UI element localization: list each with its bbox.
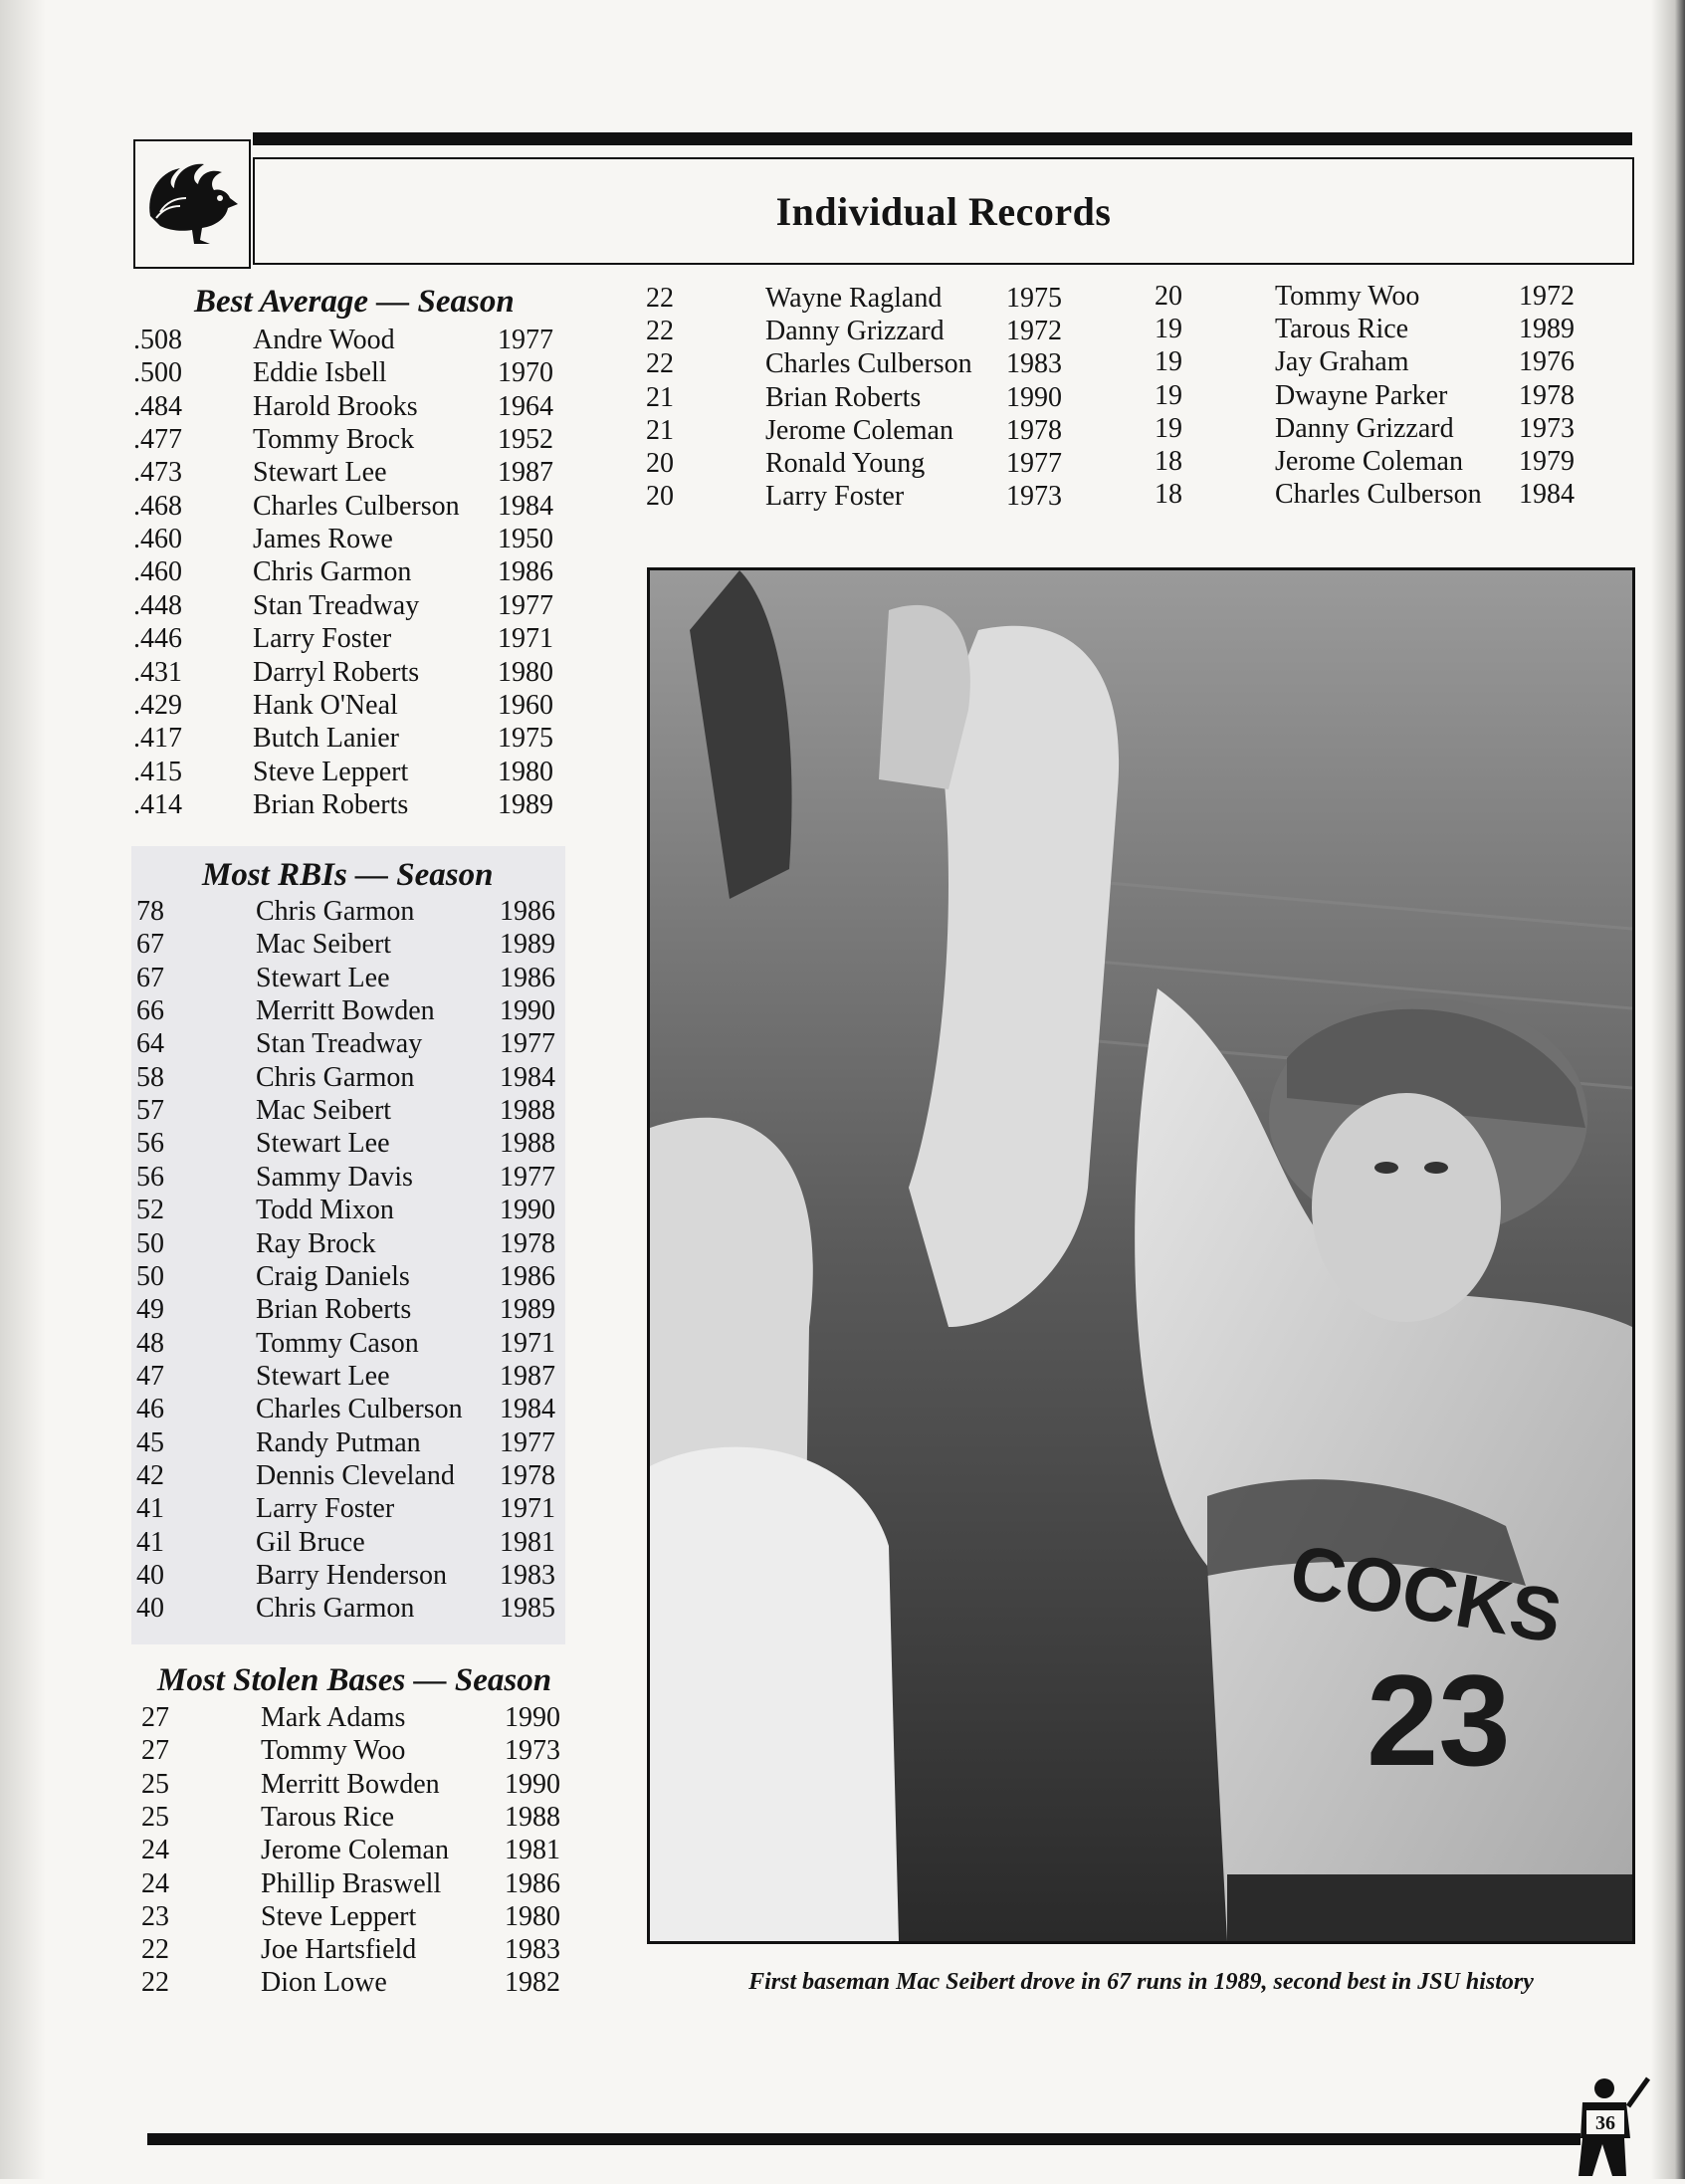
record-name: Darryl Roberts: [253, 656, 420, 688]
record-year: 1950: [498, 524, 553, 555]
record-name: Merritt Bowden: [261, 1768, 440, 1800]
record-value: .460: [133, 556, 182, 588]
record-value: 21: [646, 381, 674, 413]
record-value: 58: [136, 1061, 164, 1093]
record-value: 22: [646, 348, 674, 380]
record-year: 1983: [505, 1934, 560, 1966]
record-year: 1988: [500, 1095, 555, 1127]
record-name: Craig Daniels: [256, 1260, 410, 1292]
record-year: 1982: [505, 1967, 560, 1999]
record-value: 24: [141, 1835, 169, 1866]
photo-caption: First baseman Mac Seibert drove in 67 runs in 1989, second best in JSU history: [748, 1969, 1534, 1995]
record-year: 1981: [500, 1526, 555, 1558]
record-year: 1978: [1006, 414, 1062, 446]
title-box: [253, 157, 1634, 265]
record-year: 1978: [500, 1459, 555, 1491]
record-year: 1971: [500, 1327, 555, 1359]
record-value: 50: [136, 1260, 164, 1292]
most-stolen-bases-heading: Most Stolen Bases — Season: [157, 1662, 552, 1698]
record-value: 47: [136, 1360, 164, 1392]
record-value: 25: [141, 1768, 169, 1800]
record-name: Ronald Young: [765, 448, 926, 479]
record-name: Phillip Braswell: [261, 1867, 442, 1899]
record-value: 45: [136, 1426, 164, 1458]
record-name: Stewart Lee: [256, 1360, 390, 1392]
record-name: Danny Grizzard: [765, 316, 945, 347]
record-name: Tommy Cason: [256, 1327, 419, 1359]
record-name: Mac Seibert: [256, 1095, 392, 1127]
record-value: 40: [136, 1560, 164, 1591]
record-value: 57: [136, 1095, 164, 1127]
record-year: 1985: [500, 1593, 555, 1625]
record-year: 1984: [1519, 479, 1575, 511]
record-year: 1983: [500, 1560, 555, 1591]
record-value: 52: [136, 1195, 164, 1226]
record-value: .477: [133, 424, 182, 456]
record-year: 1977: [498, 325, 553, 355]
record-value: 22: [141, 1967, 169, 1999]
record-name: Stewart Lee: [256, 962, 390, 993]
record-year: 1978: [500, 1227, 555, 1259]
record-value: 78: [136, 896, 164, 927]
record-name: Jerome Coleman: [261, 1835, 449, 1866]
record-year: 1987: [498, 457, 553, 489]
record-name: Brian Roberts: [256, 1294, 412, 1326]
record-year: 1986: [498, 556, 553, 588]
record-year: 1981: [505, 1835, 560, 1866]
record-name: Dwayne Parker: [1275, 379, 1448, 411]
page-edge: [1651, 0, 1685, 2179]
record-name: Mark Adams: [261, 1702, 406, 1733]
record-name: Randy Putman: [256, 1426, 421, 1458]
record-value: .414: [133, 788, 182, 820]
record-name: Charles Culberson: [765, 348, 972, 380]
record-name: Andre Wood: [253, 325, 395, 355]
record-year: 1989: [500, 929, 555, 961]
record-value: 41: [136, 1493, 164, 1525]
high-five-photo-art: [650, 570, 1632, 1941]
record-name: Brian Roberts: [765, 381, 922, 413]
record-name: Jerome Coleman: [1275, 446, 1463, 477]
record-name: Hank O'Neal: [253, 689, 398, 721]
record-name: Chris Garmon: [253, 556, 412, 588]
record-year: 1960: [498, 689, 553, 721]
record-value: .508: [133, 325, 182, 355]
page-number: 36: [1595, 2112, 1615, 2134]
record-year: 1989: [1519, 314, 1575, 345]
record-value: .468: [133, 490, 182, 522]
record-name: Stan Treadway: [256, 1028, 423, 1060]
record-year: 1977: [500, 1028, 555, 1060]
record-value: 22: [646, 283, 674, 314]
record-name: Stan Treadway: [253, 589, 420, 621]
record-value: .484: [133, 390, 182, 422]
record-value: 48: [136, 1327, 164, 1359]
record-year: 1972: [1519, 281, 1575, 312]
record-value: 40: [136, 1593, 164, 1625]
record-year: 1977: [500, 1161, 555, 1193]
record-value: 20: [1155, 281, 1182, 312]
record-name: Steve Leppert: [253, 756, 409, 787]
record-value: 19: [1155, 314, 1182, 345]
record-value: .473: [133, 457, 182, 489]
record-year: 1986: [500, 1260, 555, 1292]
record-value: 19: [1155, 346, 1182, 378]
record-name: Danny Grizzard: [1275, 412, 1454, 444]
record-year: 1973: [1519, 412, 1575, 444]
record-name: Ray Brock: [256, 1227, 376, 1259]
binding-edge: [0, 0, 46, 2179]
record-value: .448: [133, 589, 182, 621]
record-name: Harold Brooks: [253, 390, 418, 422]
record-year: 1971: [498, 623, 553, 655]
page-title: Individual Records: [775, 188, 1112, 234]
record-value: .417: [133, 723, 182, 755]
record-value: 19: [1155, 412, 1182, 444]
record-value: 50: [136, 1227, 164, 1259]
record-name: Merritt Bowden: [256, 995, 435, 1027]
record-year: 1971: [500, 1493, 555, 1525]
record-year: 1984: [500, 1394, 555, 1425]
record-year: 1990: [1006, 381, 1062, 413]
record-name: Larry Foster: [765, 481, 905, 513]
record-name: Charles Culberson: [256, 1394, 463, 1425]
footer-rule: [147, 2133, 1580, 2145]
record-name: Brian Roberts: [253, 788, 409, 820]
record-year: 1983: [1006, 348, 1062, 380]
record-year: 1986: [505, 1867, 560, 1899]
record-name: Charles Culberson: [1275, 479, 1482, 511]
record-value: 67: [136, 929, 164, 961]
record-value: 20: [646, 481, 674, 513]
record-value: 19: [1155, 379, 1182, 411]
record-name: Barry Henderson: [256, 1560, 448, 1591]
record-name: James Rowe: [253, 524, 393, 555]
record-name: Wayne Ragland: [765, 283, 943, 314]
record-value: 46: [136, 1394, 164, 1425]
record-year: 1990: [500, 995, 555, 1027]
record-year: 1978: [1519, 379, 1575, 411]
record-year: 1980: [498, 656, 553, 688]
record-name: Charles Culberson: [253, 490, 460, 522]
record-name: Tommy Woo: [261, 1735, 406, 1767]
record-name: Larry Foster: [253, 623, 392, 655]
record-value: 41: [136, 1526, 164, 1558]
gamecock-icon: [140, 154, 244, 254]
record-name: Sammy Davis: [256, 1161, 413, 1193]
record-name: Tommy Woo: [1275, 281, 1420, 312]
record-year: 1980: [505, 1900, 560, 1932]
page-number-mascot: [1553, 2073, 1652, 2179]
record-name: Mac Seibert: [256, 929, 392, 961]
record-name: Stewart Lee: [256, 1128, 390, 1160]
record-year: 1976: [1519, 346, 1575, 378]
record-year: 1990: [505, 1702, 560, 1733]
record-name: Steve Leppert: [261, 1900, 417, 1932]
record-value: .460: [133, 524, 182, 555]
record-name: Larry Foster: [256, 1493, 395, 1525]
record-name: Chris Garmon: [256, 1061, 415, 1093]
record-value: 64: [136, 1028, 164, 1060]
record-name: Tommy Brock: [253, 424, 415, 456]
record-name: Jay Graham: [1275, 346, 1409, 378]
record-value: 20: [646, 448, 674, 479]
record-value: 67: [136, 962, 164, 993]
record-year: 1973: [1006, 481, 1062, 513]
record-year: 1979: [1519, 446, 1575, 477]
record-value: 27: [141, 1735, 169, 1767]
jersey-text: COCKS: [1284, 1529, 1569, 1660]
record-name: Stewart Lee: [253, 457, 387, 489]
record-value: 42: [136, 1459, 164, 1491]
record-value: 24: [141, 1867, 169, 1899]
best-average-heading: Best Average — Season: [194, 284, 515, 320]
record-year: 1980: [498, 756, 553, 787]
record-value: 56: [136, 1161, 164, 1193]
record-year: 1972: [1006, 316, 1062, 347]
record-value: .431: [133, 656, 182, 688]
record-value: 25: [141, 1801, 169, 1833]
record-value: 18: [1155, 479, 1182, 511]
record-value: .429: [133, 689, 182, 721]
record-name: Todd Mixon: [256, 1195, 394, 1226]
record-year: 1964: [498, 390, 553, 422]
jersey-number: 23: [1367, 1647, 1511, 1793]
record-year: 1977: [1006, 448, 1062, 479]
record-name: Eddie Isbell: [253, 357, 387, 389]
record-name: Butch Lanier: [253, 723, 399, 755]
record-year: 1986: [500, 962, 555, 993]
record-year: 1987: [500, 1360, 555, 1392]
record-name: Dennis Cleveland: [256, 1459, 455, 1491]
most-rbis-heading: Most RBIs — Season: [202, 857, 494, 893]
record-year: 1986: [500, 896, 555, 927]
record-year: 1984: [498, 490, 553, 522]
record-year: 1977: [498, 589, 553, 621]
record-year: 1990: [500, 1195, 555, 1226]
record-value: 22: [646, 316, 674, 347]
record-value: .500: [133, 357, 182, 389]
logo-box: [133, 139, 251, 269]
record-value: 27: [141, 1702, 169, 1733]
record-value: 49: [136, 1294, 164, 1326]
record-name: Jerome Coleman: [765, 414, 953, 446]
record-value: 66: [136, 995, 164, 1027]
record-year: 1984: [500, 1061, 555, 1093]
record-name: Gil Bruce: [256, 1526, 365, 1558]
record-year: 1988: [500, 1128, 555, 1160]
record-name: Chris Garmon: [256, 1593, 415, 1625]
record-value: 22: [141, 1934, 169, 1966]
record-name: Tarous Rice: [261, 1801, 395, 1833]
record-name: Dion Lowe: [261, 1967, 387, 1999]
record-year: 1988: [505, 1801, 560, 1833]
header-rule: [253, 132, 1632, 145]
record-year: 1989: [500, 1294, 555, 1326]
record-value: .446: [133, 623, 182, 655]
record-value: 23: [141, 1900, 169, 1932]
record-year: 1977: [500, 1426, 555, 1458]
record-value: 56: [136, 1128, 164, 1160]
record-name: Chris Garmon: [256, 896, 415, 927]
record-value: 18: [1155, 446, 1182, 477]
record-year: 1975: [498, 723, 553, 755]
record-name: Tarous Rice: [1275, 314, 1409, 345]
record-year: 1989: [498, 788, 553, 820]
player-photo: [647, 567, 1635, 1944]
record-year: 1952: [498, 424, 553, 456]
record-year: 1975: [1006, 283, 1062, 314]
record-year: 1990: [505, 1768, 560, 1800]
record-year: 1970: [498, 357, 553, 389]
record-name: Joe Hartsfield: [261, 1934, 417, 1966]
record-year: 1973: [505, 1735, 560, 1767]
batter-icon: [1553, 2073, 1652, 2179]
record-value: .415: [133, 756, 182, 787]
record-value: 21: [646, 414, 674, 446]
